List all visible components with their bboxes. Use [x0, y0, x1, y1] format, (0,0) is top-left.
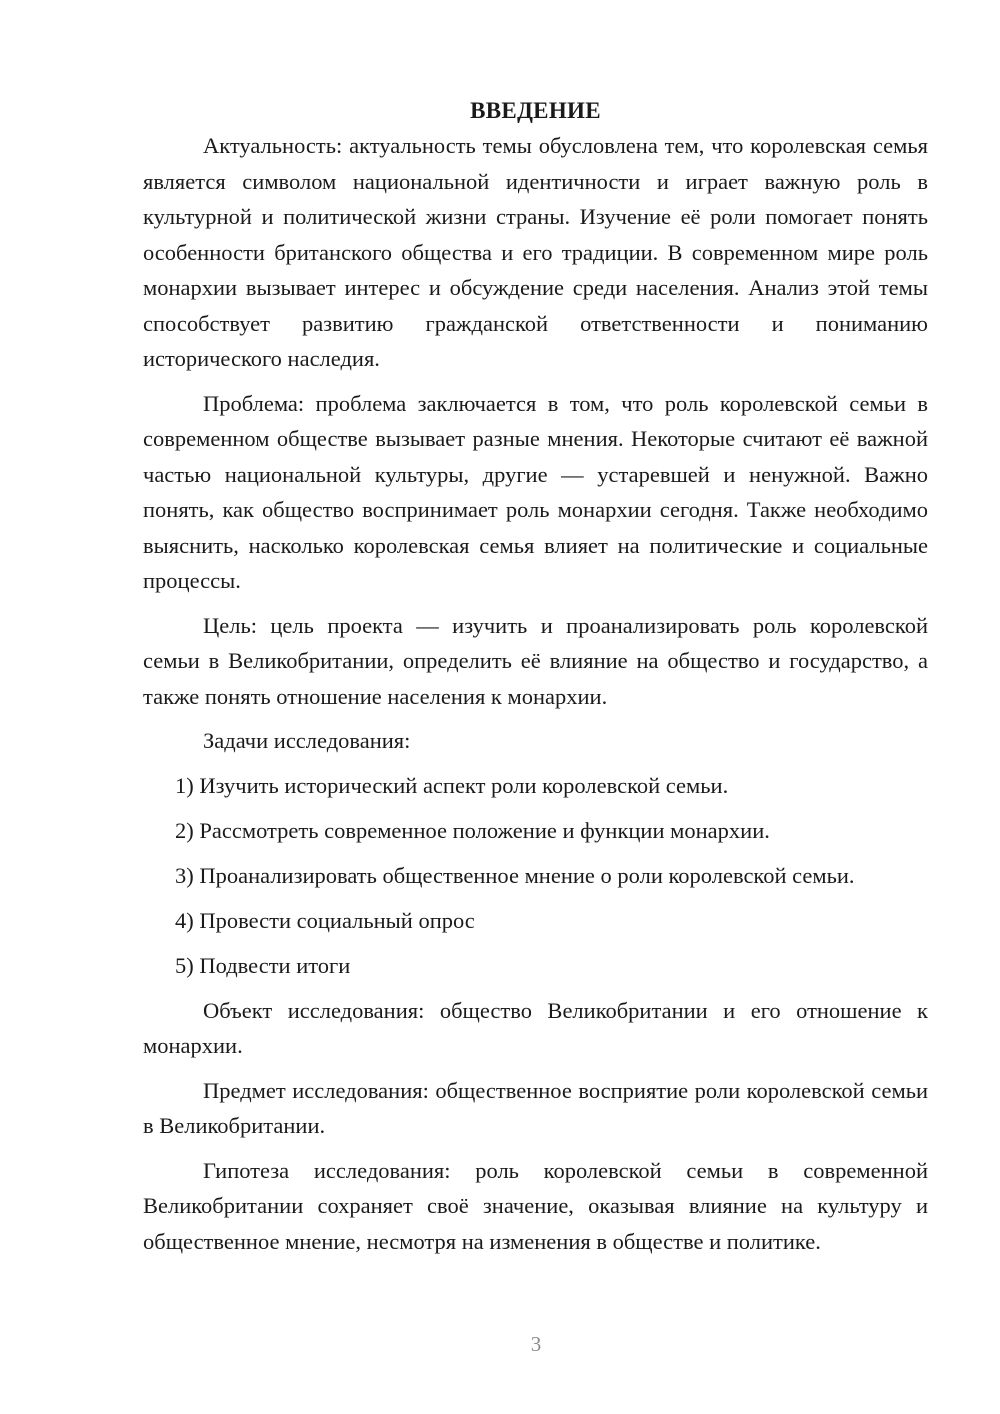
task-item: 3) Проанализировать общественное мнение о роли королевской семьи. — [175, 863, 855, 888]
page-number: 3 — [530, 1332, 542, 1356]
problem-paragraph: Проблема: проблема заключается в том, что роль королевской семьи в современном обществе вызывает разные мнения. Некоторые считают её важной частью национальной культуры, другие — устаревшей и ненужной. Важно понять, как общество воспринимает роль монархии сегодня. Также необходимо выяснить, насколько королевская семья влияет на политические и социальные процессы. — [143, 390, 928, 593]
relevance-paragraph: Актуальность: актуальность темы обусловлена тем, что королевская семья является символом национальной идентичности и играет важную роль в культурной и политической жизни страны. Изучение её роли помогает понять особенности британского общества и его традиции. В современном мире роль монархии вызывает интерес и обсуждение среди населения. Анализ этой темы способствует развитию гражданской ответственности и пониманию исторического наследия. — [143, 133, 928, 371]
page-content — [143, 94, 928, 1259]
hypothesis-paragraph: Гипотеза исследования: роль королевской семьи в современной Великобритании сохраняет своё значение, оказывая влияние на культуру и общественное мнение, несмотря на изменения в обществе и политике. — [143, 1157, 928, 1254]
page-title: ВВЕДЕНИЕ — [470, 98, 601, 123]
object-paragraph: Объект исследования: общество Великобритании и его отношение к монархии. — [143, 997, 928, 1058]
task-item: 4) Провести социальный опрос — [175, 908, 475, 933]
task-item: 2) Рассмотреть современное положение и функции монархии. — [175, 818, 770, 843]
subject-paragraph: Предмет исследования: общественное восприятие роли королевской семьи в Великобритании. — [143, 1077, 928, 1138]
tasks-list — [143, 768, 928, 984]
tasks-heading: Задачи исследования: — [203, 728, 411, 753]
task-item: 1) Изучить исторический аспект роли королевской семьи. — [175, 773, 729, 798]
task-item: 5) Подвести итоги — [175, 953, 351, 978]
goal-paragraph: Цель: цель проекта — изучить и проанализировать роль королевской семьи в Великобритании, определить её влияние на общество и государство, а также понять отношение населения к монархии. — [143, 612, 928, 709]
